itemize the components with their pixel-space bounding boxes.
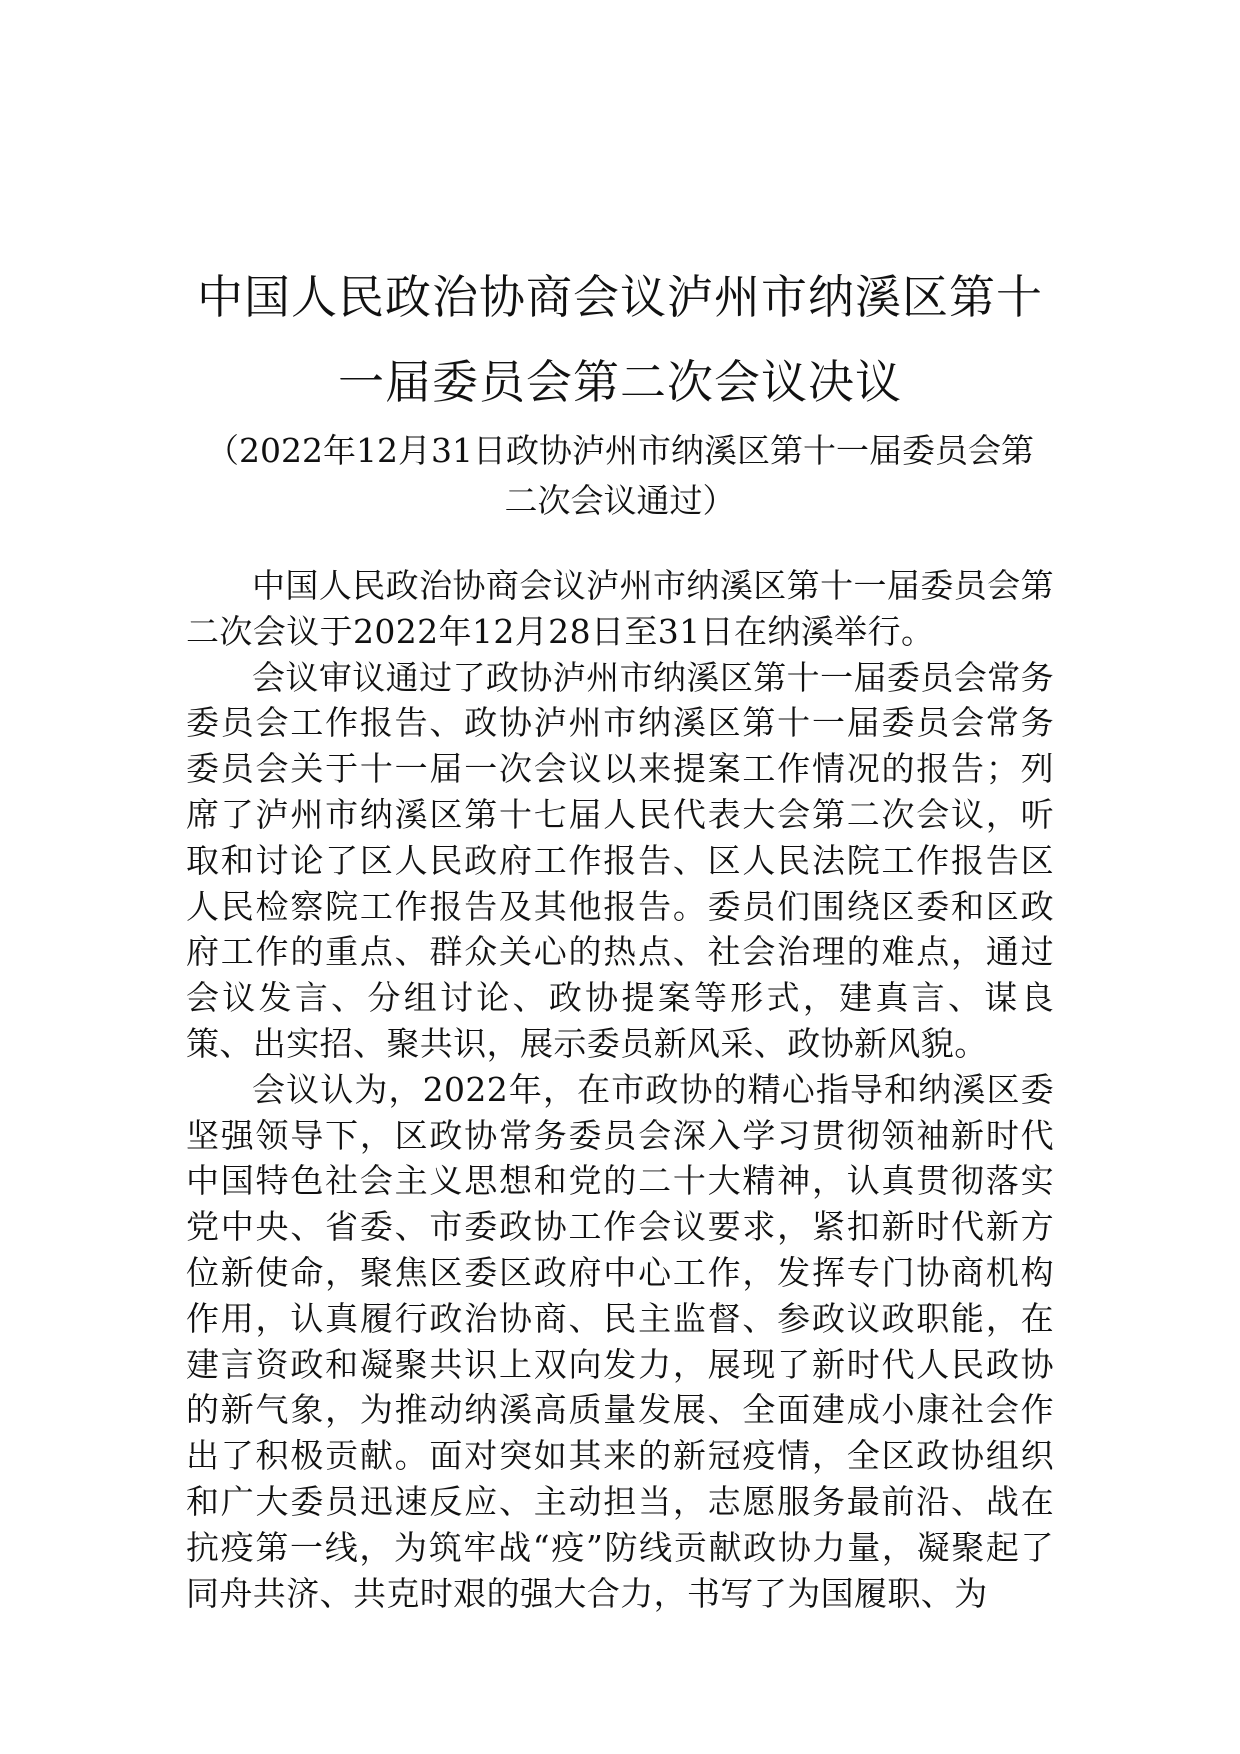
- document-subtitle: （2022年12月31日政协泸州市纳溪区第十一届委员会第二次会议通过）: [206, 431, 1034, 520]
- body-paragraph: 会议审议通过了政协泸州市纳溪区第十一届委员会常务委员会工作报告、政协泸州市纳溪区第十一届委员会常务委员会关于十一届一次会议以来提案工作情况的报告；列席了泸州市纳溪区第十七届人民代表大会第二次会议，听取和讨论了区人民政府工作报告、区人民法院工作报告区人民检察院工作报告及其他报告。委员们围绕区委和区政府工作的重点、群众关心的热点、社会治理的难点，通过会议发言、分组讨论、政协提案等形式，建真言、谋良策、出实招、聚共识，展示委员新风采、政协新风貌。: [186, 657, 1054, 1063]
- document-body: [186, 563, 1054, 1616]
- body-paragraph: 中国人民政治协商会议泸州市纳溪区第十一届委员会第二次会议于2022年12月28日至31日在纳溪举行。: [186, 566, 1054, 651]
- title-block: [180, 255, 1060, 425]
- body-paragraph: 会议认为，2022年，在市政协的精心指导和纳溪区委坚强领导下，区政协常务委员会深入学习贯彻领袖新时代中国特色社会主义思想和党的二十大精神，认真贯彻落实党中央、省委、市委政协工作会议要求，紧扣新时代新方位新使命，聚焦区委区政府中心工作，发挥专门协商机构作用，认真履行政治协商、民主监督、参政议政职能，在建言资政和凝聚共识上双向发力，展现了新时代人民政协的新气象，为推动纳溪高质量发展、全面建成小康社会作出了积极贡献。面对突如其来的新冠疫情，全区政协组织和广大委员迅速反应、主动担当，志愿服务最前沿、战在抗疫第一线，为筑牢战“疫”防线贡献政协力量，凝聚起了同舟共济、共克时艰的强大合力，书写了为国履职、为: [186, 1069, 1054, 1613]
- document-title: 中国人民政治协商会议泸州市纳溪区第十一届委员会第二次会议决议: [197, 270, 1043, 409]
